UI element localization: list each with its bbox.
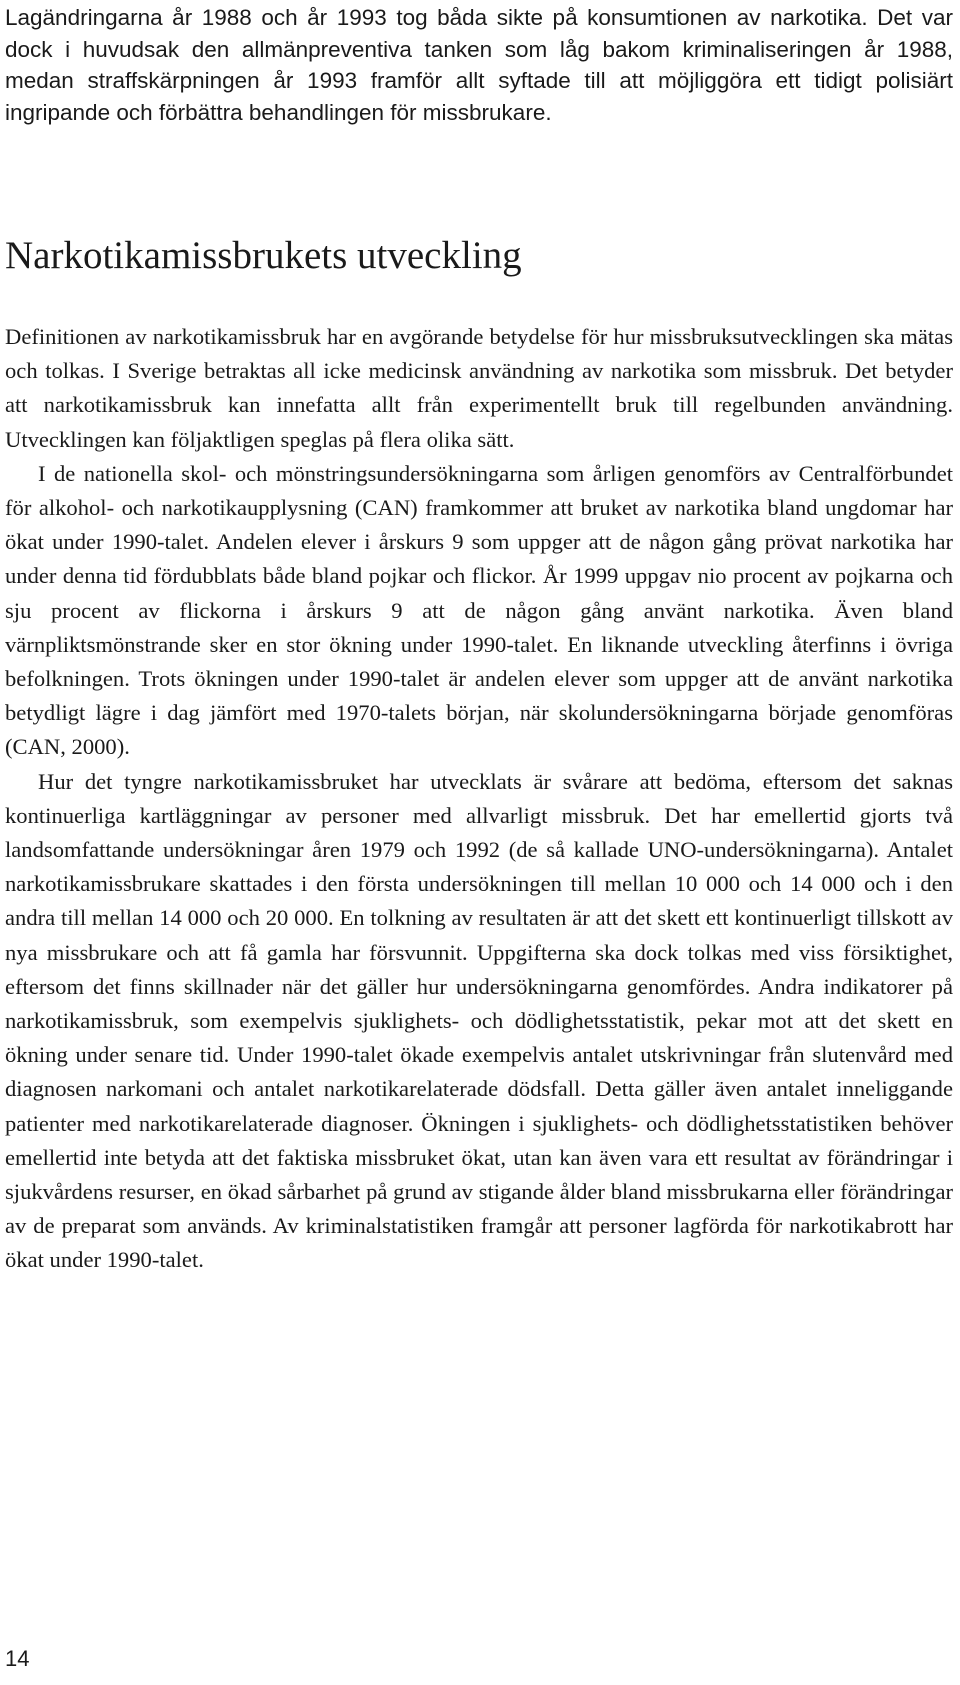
section-body (5, 320, 953, 1278)
page-number: 14 (5, 1646, 30, 1671)
section-heading: Narkotikamissbrukets utveckling (5, 234, 522, 277)
body-paragraph-definition: Definitionen av narkotikamissbruk har en avgörande betydelse för hur missbruksutvecklingen ska mätas och tolkas. I Sverige betraktas all icke medicinsk användning av narkotika som missbruk. Det betyder att narkotikamissbruk kan innefatta allt från experimentellt bruk till regelbunden användning. Utvecklingen kan följaktligen speglas på flera olika sätt. (5, 324, 953, 452)
body-paragraph-school-surveys: I de nationella skol- och mönstringsundersökningarna som årligen genomförs av Centralförbundet för alkohol- och narkotikaupplysning (CAN) framkommer att bruket av narkotika bland ungdomar har ökat under 1990-talet. Andelen elever i årskurs 9 som uppger att de någon gång prövat narkotika har under denna tid fördubblats både bland pojkar och flickor. År 1999 uppgav nio procent av pojkarna och sju procent av flickorna i årskurs 9 att de någon gång använt narkotika. Även bland värnpliktsmönstrande sker en stor ökning under 1990-talet. En liknande utveckling återfinns i övriga befolkningen. Trots ökningen under 1990-talet är andelen elever som uppger att de använt narkotika betydligt lägre i dag jämfört med 1970-talets början, när skolundersökningarna började genomföras (CAN, 2000). (5, 460, 953, 760)
body-paragraph-heavy-abuse: Hur det tyngre narkotikamissbruket har utvecklats är svårare att bedöma, eftersom det saknas kontinuerliga kartläggningar av personer med allvarligt missbruk. Det har emellertid gjorts två landsomfattande undersökningar åren 1979 och 1992 (de så kallade UNO-undersökningarna). Antalet narkotikamissbrukare skattades i den första undersökningen till mellan 10 000 och 14 000 och i den andra till mellan 14 000 och 20 000. En tolkning av resultaten är att det skett ett kontinuerligt tillskott av nya missbrukare och att få gamla har försvunnit. Uppgifterna ska dock tolkas med viss försiktighet, eftersom det finns skillnader när det gäller hur undersökningarna genomfördes. Andra indikatorer på narkotikamissbruk, som exempelvis sjuklighets- och dödlighetsstatistik, pekar mot att det skett en ökning under senare tid. Under 1990-talet ökade exempelvis antalet utskrivningar från slutenvård med diagnosen narkomani och antalet narkotikarelaterade dödsfall. Detta gäller även antalet inneliggande patienter med narkotikarelaterade diagnoser. Ökningen i sjuklighets- och dödlighetsstatistiken behöver emellertid inte betyda att det faktiska missbruket ökat, utan kan även vara ett resultat av förändringar i sjukvårdens resurser, en ökad sårbarhet på grund av stigande ålder bland missbrukarna eller förändringar av de preparat som används. Av kriminalstatistiken framgår att personer lagförda för narkotikabrott har ökat under 1990-talet. (5, 768, 953, 1273)
intro-paragraph: Lagändringarna år 1988 och år 1993 tog båda sikte på konsumtionen av narkotika. Det var dock i huvudsak den allmänpreventiva tanken som låg bakom kriminaliseringen år 1988, medan straffskärpningen år 1993 framför allt syftade till att möjliggöra ett tidigt polisiärt ingripande och förbättra behandlingen för missbrukare. (5, 5, 953, 125)
